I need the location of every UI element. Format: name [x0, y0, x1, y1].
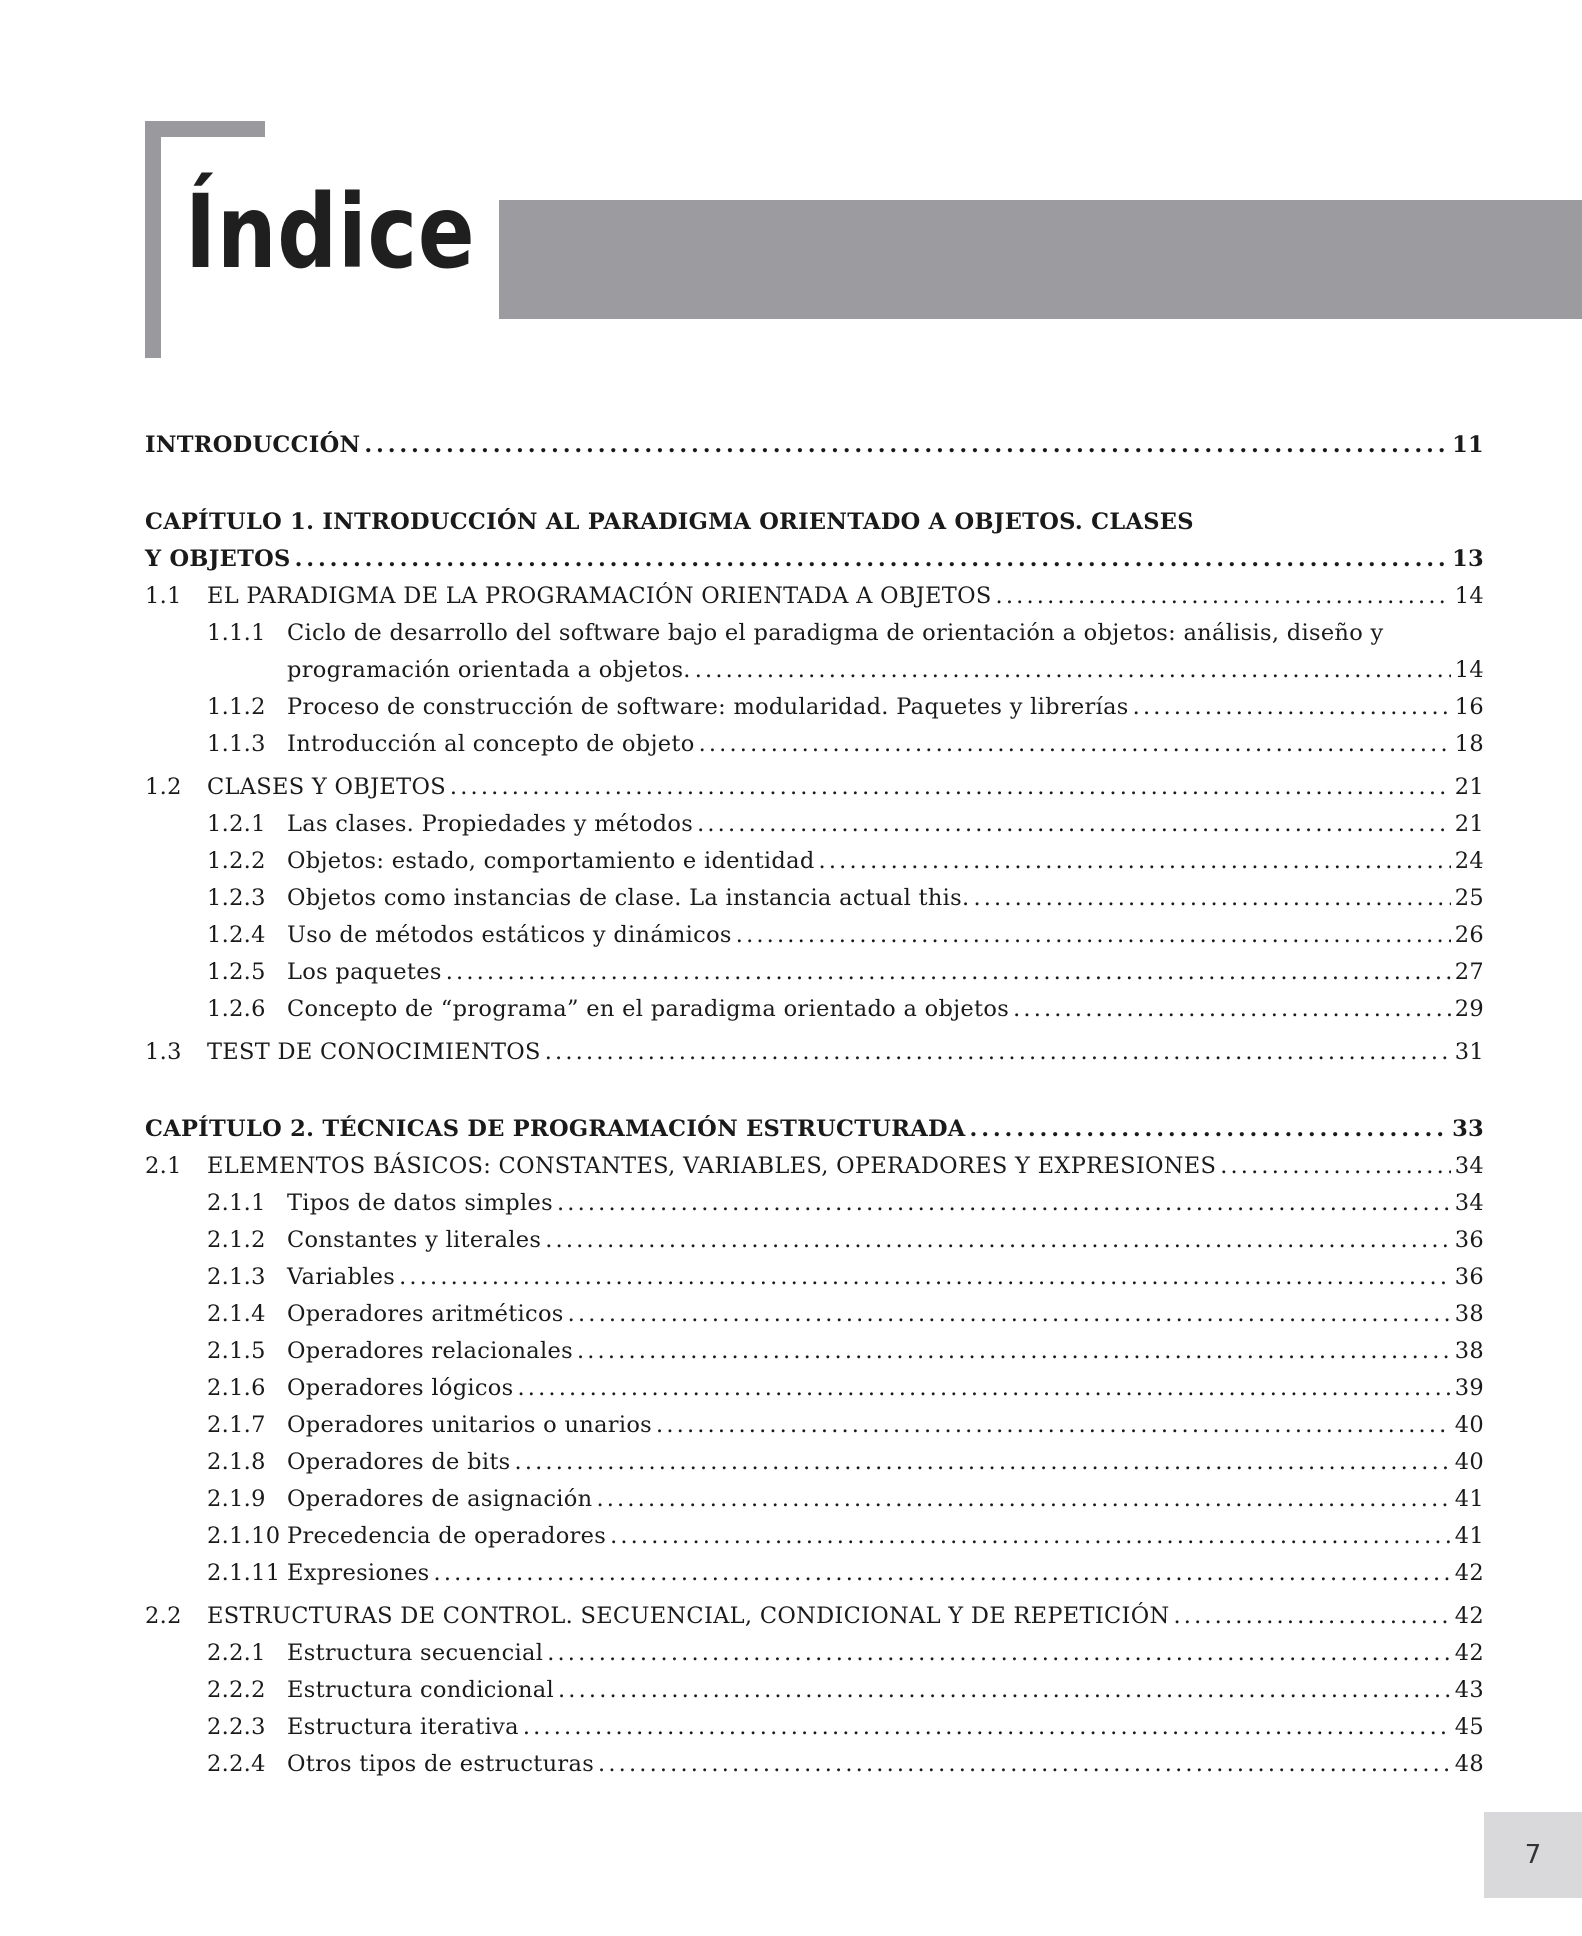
toc-leader-dots — [699, 726, 1451, 763]
toc-entry-2-2-1[interactable] — [145, 1635, 1484, 1672]
table-of-contents — [145, 427, 1484, 1783]
toc-leader-dots — [523, 1709, 1451, 1746]
toc-entry-number: 1.2.3 — [207, 885, 266, 911]
toc-leader-dots — [577, 1333, 1451, 1370]
toc-entry-page: 33 — [1452, 1116, 1484, 1142]
toc-leader-dots — [819, 843, 1451, 880]
toc-entry-page: 42 — [1454, 1603, 1484, 1629]
toc-entry-page: 24 — [1454, 848, 1484, 874]
toc-entry-number: 1.3 — [145, 1039, 182, 1065]
toc-entry-number: 1.1 — [145, 583, 182, 609]
toc-entry-title: Operadores unitarios o unarios — [287, 1412, 653, 1438]
toc-entry-2-2-4[interactable] — [145, 1746, 1484, 1783]
toc-entry-number: 1.2.2 — [207, 848, 266, 874]
toc-entry-number: 2.2.2 — [207, 1677, 266, 1703]
toc-entry-page: 41 — [1454, 1486, 1484, 1512]
toc-leader-dots — [1220, 1148, 1451, 1185]
toc-entry-title: Las clases. Propiedades y métodos — [287, 811, 694, 837]
toc-entry-title: Constantes y literales — [287, 1227, 542, 1253]
toc-leader-dots — [515, 1444, 1451, 1481]
toc-leader-dots — [695, 652, 1451, 689]
toc-entry-title: Objetos: estado, comportamiento e identidad — [287, 848, 815, 874]
toc-entry-number: 2.1.10 — [207, 1523, 281, 1549]
toc-entry-page: 40 — [1454, 1412, 1484, 1438]
toc-entry-page: 18 — [1454, 731, 1484, 757]
toc-entry-title: Variables — [287, 1264, 396, 1290]
toc-entry-title: CAPÍTULO 2. TÉCNICAS DE PROGRAMACIÓN ESTRUCTURADA — [145, 1116, 966, 1142]
toc-entry-1-2[interactable] — [145, 769, 1484, 806]
toc-entry-number: 2.1.5 — [207, 1338, 266, 1364]
toc-entry-title: Uso de métodos estáticos y dinámicos — [287, 922, 732, 948]
toc-leader-dots — [295, 541, 1448, 578]
toc-leader-dots — [364, 427, 1448, 464]
toc-entry-1-2-1[interactable] — [145, 806, 1484, 843]
toc-leader-dots — [399, 1259, 1451, 1296]
toc-entry-page: 21 — [1454, 774, 1484, 800]
toc-leader-dots — [1173, 1598, 1450, 1635]
toc-entry-2-1-1[interactable] — [145, 1185, 1484, 1222]
toc-entry-title: CAPÍTULO 1. INTRODUCCIÓN AL PARADIGMA ORIENTADO A OBJETOS. CLASES — [145, 509, 1194, 535]
toc-entry-page: 41 — [1454, 1523, 1484, 1549]
toc-entry-page: 26 — [1454, 922, 1484, 948]
toc-entry-title: CLASES Y OBJETOS — [207, 774, 446, 800]
toc-leader-dots — [598, 1746, 1451, 1783]
toc-entry-number: 2.1.3 — [207, 1264, 266, 1290]
toc-entry-page: 29 — [1454, 996, 1484, 1022]
toc-entry-page: 16 — [1454, 694, 1484, 720]
toc-entry-page: 11 — [1452, 432, 1484, 458]
toc-entry-number: 2.2 — [145, 1603, 182, 1629]
toc-entry-title-cont: Y OBJETOS — [145, 546, 291, 572]
toc-entry-1-1-3[interactable] — [145, 726, 1484, 763]
toc-entry-1-3[interactable] — [145, 1034, 1484, 1071]
toc-leader-dots — [545, 1222, 1451, 1259]
toc-entry-2-1-10[interactable] — [145, 1518, 1484, 1555]
toc-entry-2-1-9[interactable] — [145, 1481, 1484, 1518]
toc-entry-title: Objetos como instancias de clase. La instancia actual this. — [287, 885, 970, 911]
toc-leader-dots — [596, 1481, 1450, 1518]
toc-entry-title: TEST DE CONOCIMIENTOS — [207, 1039, 541, 1065]
toc-entry-number: 1.2.1 — [207, 811, 266, 837]
page-title: Índice — [185, 173, 476, 292]
toc-entry-number: 2.1.11 — [207, 1560, 281, 1586]
toc-entry-2-1[interactable] — [145, 1148, 1484, 1185]
toc-leader-dots — [1013, 991, 1451, 1028]
toc-entry-title: Operadores de bits — [287, 1449, 511, 1475]
toc-entry-page: 34 — [1454, 1153, 1484, 1179]
toc-entry-title: ELEMENTOS BÁSICOS: CONSTANTES, VARIABLES, OPERADORES Y EXPRESIONES — [207, 1153, 1217, 1179]
toc-leader-dots — [557, 1185, 1451, 1222]
toc-entry-page: 21 — [1454, 811, 1484, 837]
toc-entry-page: 38 — [1454, 1301, 1484, 1327]
toc-entry-title: Operadores relacionales — [287, 1338, 573, 1364]
toc-entry-2-1-4[interactable] — [145, 1296, 1484, 1333]
toc-entry-1-2-4[interactable] — [145, 917, 1484, 954]
toc-entry-page: 43 — [1454, 1677, 1484, 1703]
toc-entry-title: Operadores lógicos — [287, 1375, 514, 1401]
toc-entry-2-2-2[interactable] — [145, 1672, 1484, 1709]
toc-entry-title: Los paquetes — [287, 959, 442, 985]
toc-leader-dots — [996, 578, 1451, 615]
toc-entry-title: Tipos de datos simples — [287, 1190, 553, 1216]
toc-leader-dots — [697, 806, 1451, 843]
toc-entry-page: 14 — [1454, 657, 1484, 683]
toc-leader-dots — [547, 1635, 1451, 1672]
toc-entry-1-2-2[interactable] — [145, 843, 1484, 880]
toc-leader-dots — [736, 917, 1451, 954]
toc-leader-dots — [973, 880, 1450, 917]
toc-entry-title: Expresiones — [287, 1560, 430, 1586]
toc-leader-dots — [446, 954, 1451, 991]
toc-entry-page: 45 — [1454, 1714, 1484, 1740]
toc-entry-page: 27 — [1454, 959, 1484, 985]
toc-leader-dots — [434, 1555, 1451, 1592]
toc-entry-page: 13 — [1452, 546, 1484, 572]
toc-entry-number: 1.2 — [145, 774, 182, 800]
toc-entry-title: Ciclo de desarrollo del software bajo el paradigma de orientación a objetos: análisis, diseño y — [287, 620, 1384, 646]
toc-entry-2-1-3[interactable] — [145, 1259, 1484, 1296]
toc-entry-number: 2.1 — [145, 1153, 182, 1179]
title-bracket-vertical — [145, 121, 161, 358]
toc-leader-dots — [610, 1518, 1451, 1555]
toc-entry-number: 1.2.6 — [207, 996, 266, 1022]
toc-entry-title: Otros tipos de estructuras — [287, 1751, 595, 1777]
toc-entry-1-1[interactable] — [145, 578, 1484, 615]
toc-entry-title: Operadores aritméticos — [287, 1301, 564, 1327]
toc-leader-dots — [545, 1034, 1451, 1071]
toc-entry-2-1-2[interactable] — [145, 1222, 1484, 1259]
toc-entry-number: 2.1.8 — [207, 1449, 266, 1475]
toc-entry-2-1-8[interactable] — [145, 1444, 1484, 1481]
toc-entry-title: Estructura iterativa — [287, 1714, 519, 1740]
toc-entry-capitulo-2[interactable] — [145, 1111, 1484, 1148]
toc-entry-page: 14 — [1454, 583, 1484, 609]
toc-entry-number: 2.1.4 — [207, 1301, 266, 1327]
toc-entry-number: 1.1.2 — [207, 694, 266, 720]
toc-leader-dots — [970, 1111, 1449, 1148]
toc-entry-number: 2.1.7 — [207, 1412, 266, 1438]
toc-entry-page: 48 — [1454, 1751, 1484, 1777]
toc-entry-page: 39 — [1454, 1375, 1484, 1401]
toc-entry-1-1-1[interactable] — [145, 615, 1484, 689]
toc-entry-title: Proceso de construcción de software: modularidad. Paquetes y librerías — [287, 694, 1129, 720]
toc-leader-dots — [450, 769, 1451, 806]
toc-entry-title: Estructura condicional — [287, 1677, 554, 1703]
toc-entry-number: 2.1.1 — [207, 1190, 266, 1216]
page-number-box — [1484, 1812, 1582, 1898]
toc-entry-1-2-3[interactable] — [145, 880, 1484, 917]
toc-entry-number: 2.1.2 — [207, 1227, 266, 1253]
toc-entry-1-1-2[interactable] — [145, 689, 1484, 726]
toc-entry-2-1-11[interactable] — [145, 1555, 1484, 1592]
toc-entry-number: 2.2.3 — [207, 1714, 266, 1740]
toc-entry-title: Estructura secuencial — [287, 1640, 544, 1666]
toc-entry-number: 1.2.5 — [207, 959, 266, 985]
toc-entry-2-1-6[interactable] — [145, 1370, 1484, 1407]
toc-entry-title: INTRODUCCIÓN — [145, 432, 361, 458]
toc-entry-page: 42 — [1454, 1640, 1484, 1666]
toc-entry-page: 36 — [1454, 1227, 1484, 1253]
toc-leader-dots — [568, 1296, 1451, 1333]
toc-entry-1-2-6[interactable] — [145, 991, 1484, 1028]
toc-entry-capitulo-1[interactable] — [145, 504, 1484, 578]
toc-entry-page: 40 — [1454, 1449, 1484, 1475]
toc-entry-page: 25 — [1454, 885, 1484, 911]
toc-entry-page: 36 — [1454, 1264, 1484, 1290]
toc-leader-dots — [1133, 689, 1451, 726]
toc-entry-number: 2.2.4 — [207, 1751, 266, 1777]
toc-entry-2-1-7[interactable] — [145, 1407, 1484, 1444]
toc-entry-page: 42 — [1454, 1560, 1484, 1586]
toc-entry-number: 2.2.1 — [207, 1640, 266, 1666]
toc-entry-1-2-5[interactable] — [145, 954, 1484, 991]
toc-leader-dots — [518, 1370, 1451, 1407]
toc-entry-title: Concepto de “programa” en el paradigma orientado a objetos — [287, 996, 1010, 1022]
toc-entry-title: Operadores de asignación — [287, 1486, 593, 1512]
title-band — [499, 200, 1582, 319]
toc-entry-2-1-5[interactable] — [145, 1333, 1484, 1370]
toc-entry-2-2[interactable] — [145, 1598, 1484, 1635]
toc-entry-number: 1.1.3 — [207, 731, 266, 757]
toc-entry-page: 31 — [1454, 1039, 1484, 1065]
toc-entry-page: 38 — [1454, 1338, 1484, 1364]
toc-entry-title: EL PARADIGMA DE LA PROGRAMACIÓN ORIENTADA A OBJETOS — [207, 583, 992, 609]
toc-entry-number: 1.2.4 — [207, 922, 266, 948]
toc-entry-title: ESTRUCTURAS DE CONTROL. SECUENCIAL, CONDICIONAL Y DE REPETICIÓN — [207, 1603, 1170, 1629]
toc-entry-page: 34 — [1454, 1190, 1484, 1216]
toc-leader-dots — [558, 1672, 1451, 1709]
title-bracket-horizontal — [145, 121, 265, 137]
toc-entry-2-2-3[interactable] — [145, 1709, 1484, 1746]
toc-entry-number: 2.1.9 — [207, 1486, 266, 1512]
toc-entry-number: 1.1.1 — [207, 620, 266, 646]
toc-entry-title-cont: programación orientada a objetos. — [287, 657, 691, 683]
page-number: 7 — [1524, 1840, 1542, 1870]
toc-entry-title: Precedencia de operadores — [287, 1523, 607, 1549]
toc-entry-number: 2.1.6 — [207, 1375, 266, 1401]
toc-entry-introduccion[interactable] — [145, 427, 1484, 464]
toc-leader-dots — [656, 1407, 1451, 1444]
toc-entry-title: Introducción al concepto de objeto — [287, 731, 695, 757]
